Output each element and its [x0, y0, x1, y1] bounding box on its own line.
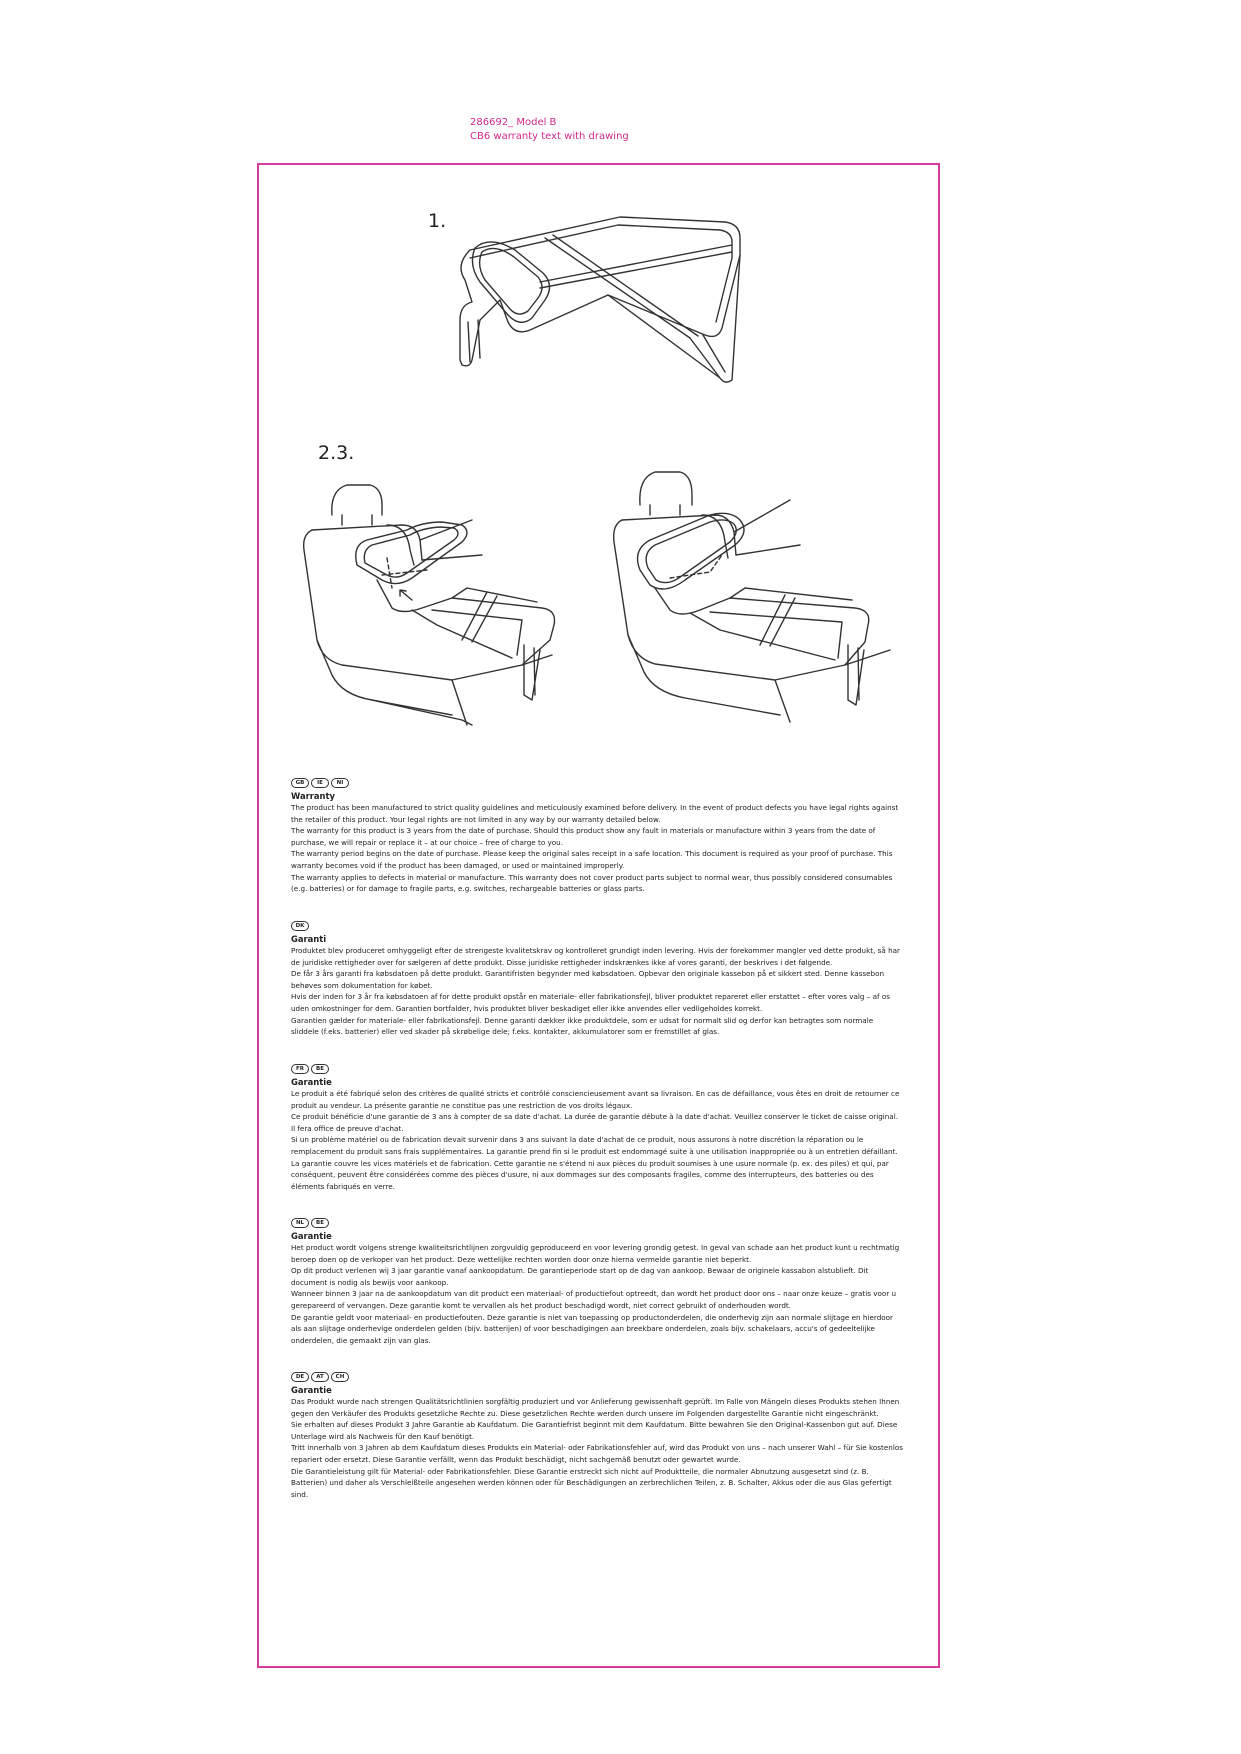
section-paragraph: Wanneer binnen 3 jaar na de aankoopdatum van dit product een materiaal- of productiefout optreedt, dan wordt het product door ons – naar onze keuze – gratis voor u gerepareerd of vervangen. Deze garantie komt te vervallen als het product beschadigd wordt, niet correct gebruikt of onderhouden wordt.: [291, 1289, 897, 1310]
country-badges: [291, 920, 903, 934]
warranty-section-gb: [291, 777, 903, 895]
country-badge-fr: FR: [291, 1064, 309, 1074]
section-paragraph: Garantien gælder for materiale- eller fabrikationsfejl. Denne garanti dækker ikke produktdele, som er udsat for normalt slid og derfor kan betragtes som normale sliddele (f.eks. batterier) eller ved skader på skrøbelige dele; f.eks. kontakter, akkumulatorer som er fremstillet af glas.: [291, 1015, 874, 1037]
step-1-label: 1.: [428, 210, 447, 232]
country-badge-ni: NI: [331, 778, 349, 788]
document-header: [470, 116, 629, 144]
section-paragraph: The warranty applies to defects in material or manufacture. This warranty does not cover product parts subject to normal wear, thus possibly considered consumables (e.g. batteries) or for damage to fragile parts, e.g. switches, rechargeable batteries or glass parts.: [291, 872, 893, 894]
warranty-section-nl: [291, 1217, 903, 1346]
section-paragraph: Ce produit bénéficie d'une garantie de 3 ans à compter de sa date d'achat. La durée de garantie débute à la date d'achat. Veuillez conserver le ticket de caisse original. Il fera office de preuve d'achat.: [291, 1112, 898, 1133]
section-paragraph: Das Produkt wurde nach strengen Qualitätsrichtlinien sorgfältig produziert und vor Anlieferung gewissenhaft geprüft. Im Falle von Mängeln dieses Produkts stehen Ihnen gegen den Verkäufer des Produkts gesetzliche Rechte zu. Diese gesetzlichen Rechte werden durch unsere im Folgenden dargestellte Garantie nicht eingeschränkt.: [291, 1397, 900, 1418]
country-badge-nl: NL: [291, 1218, 309, 1228]
section-paragraph: Die Garantieleistung gilt für Material- oder Fabrikationsfehler. Diese Garantie erstreckt sich nicht auf Produktteile, die normaler Abnutzung ausgesetzt sind (z. B. Batterien) und daher als Verschleißteile angesehen werden können oder für Beschädigungen an zerbrechlichen Teilen, z. B. Schalter, Akkus oder die aus Glas gefertigt sind.: [291, 1466, 892, 1499]
section-paragraph: Hvis der inden for 3 år fra købsdatoen af for dette produkt opstår en materiale- eller fabrikationsfejl, bliver produktet repareret eller erstattet – efter vores valg – af os uden omkostninger for dem. Garantien bortfalder, hvis produktet bliver beskadiget eller ikke anvendes eller vedligeholdes korrekt.: [291, 992, 891, 1013]
country-badge-ch: CH: [331, 1372, 349, 1382]
country-badge-be: BE: [311, 1064, 329, 1074]
section-title: Garantie: [291, 1385, 332, 1395]
step-23-label: 2.3.: [318, 442, 355, 464]
country-badges: [291, 1063, 903, 1077]
seat-protector-drawing: [420, 210, 750, 385]
section-paragraph: De garantie geldt voor materiaal- en productiefouten. Deze garantie is niet van toepassing op productonderdelen, die onderhevig zijn aan normale slijtage en hierdoor als aan slijtage onderhevige onderdelen gelden (bijv. batterijen) of voor beschadigingen aan breekbare onderdelen, zoals bijv. schakelaars, accu's of gedeeltelijke onderdelen, die gemaakt zijn van glas.: [291, 1312, 894, 1345]
country-badge-gb: GB: [291, 778, 309, 788]
header-description-line: CB6 warranty text with drawing: [470, 131, 629, 142]
section-paragraph: Produktet blev produceret omhyggeligt efter de strengeste kvalitetskrav og kontrolleret grundigt inden levering. Hvis der forekommer mangler ved dette produkt, så har de juridiske rettigheder over for sælgeren af dette produkt. Disse juridiske rettigheder indskrænkes ikke af vores garanti, der beskrives i det følgende.: [291, 946, 901, 967]
country-badge-de: DE: [291, 1372, 309, 1382]
section-paragraph: The warranty for this product is 3 years from the date of purchase. Should this product show any fault in materials or manufacture within 3 years from the date of purchase, we will repair or replace it – at our choice – free of charge to you.: [291, 826, 876, 847]
country-badges: [291, 777, 903, 791]
section-title: Garantie: [291, 1231, 332, 1241]
section-paragraph: Sie erhalten auf dieses Produkt 3 Jahre Garantie ab Kaufdatum. Die Garantiefrist beginnt mit dem Kaufdatum. Bitte bewahren Sie den Original-Kassenbon gut auf. Diese Unterlage wird als Nachweis für den Kauf benötigt.: [291, 1420, 898, 1441]
section-paragraph: Le produit a été fabriqué selon des critères de qualité stricts et contrôlé consciencieusement avant sa livraison. En cas de défaillance, vous êtes en droit de retourner ce produit au vendeur. La présente garantie ne constitue pas une restriction de vos droits légaux.: [291, 1089, 900, 1110]
country-badge-dk: DK: [291, 921, 309, 931]
section-paragraph: De får 3 års garanti fra købsdatoen på dette produkt. Garantifristen begynder med købsdatoen. Opbevar den originale kassebon på et sikkert sted. Denne kassebon behøves som dokumentation for købet.: [291, 969, 885, 990]
section-paragraph: Het product wordt volgens strenge kwaliteitsrichtlijnen zorgvuldig geproduceerd en voor levering grondig getest. In geval van schade aan het product kunt u rechtmatig beroep doen op de verkoper van het product. Deze wettelijke rechten worden door onze hierna vermelde garantie niet beperkt.: [291, 1243, 900, 1264]
warranty-section-dk: [291, 920, 903, 1038]
country-badge-ie: IE: [311, 778, 329, 788]
car-seat-installation-left: [292, 480, 592, 730]
header-model-line: 286692_ Model B: [470, 117, 557, 128]
country-badges: [291, 1371, 903, 1385]
section-paragraph: Op dit product verlenen wij 3 jaar garantie vanaf aankoopdatum. De garantieperiode start op de dag van aankoop. Bewaar de originele kassabon alstublieft. Dit document is nodig als bewijs voor aankoop.: [291, 1266, 869, 1287]
warranty-section-de: [291, 1371, 903, 1500]
section-title: Warranty: [291, 791, 335, 801]
section-title: Garanti: [291, 934, 327, 944]
country-badges: [291, 1217, 903, 1231]
section-title: Garantie: [291, 1077, 332, 1087]
section-paragraph: The product has been manufactured to strict quality guidelines and meticulously examined before delivery. In the event of product defects you have legal rights against the retailer of this product. Your legal rights are not limited in any way by our warranty detailed below.: [291, 803, 899, 824]
section-paragraph: The warranty period begins on the date of purchase. Please keep the original sales receipt in a safe location. This document is required as your proof of purchase. This warranty becomes void if the product has been damaged, or used or maintained improperly.: [291, 849, 893, 870]
country-badge-be: BE: [311, 1218, 329, 1228]
warranty-section-fr: [291, 1063, 903, 1192]
car-seat-installation-right: [610, 460, 910, 730]
section-paragraph: La garantie couvre les vices matériels et de fabrication. Cette garantie ne s'étend ni aux pièces du produit soumises à une usure normale (p. ex. des piles) et qui, par conséquent, peuvent être considérées comme des pièces d'usure, ni aux dommages sur des composants fragiles, comme des interrupteurs, des batteries ou des éléments fabriqués en verre.: [291, 1158, 889, 1191]
country-badge-at: AT: [311, 1372, 329, 1382]
section-paragraph: Si un problème matériel ou de fabrication devait survenir dans 3 ans suivant la date d'achat de ce produit, nous assurons à notre discrétion la réparation ou le remplacement du produit sans frais supplémentaires. La garantie prend fin si le produit est endommagé suite à une utilisation inappropriée ou à un entretien défaillant.: [291, 1135, 898, 1156]
section-paragraph: Tritt innerhalb von 3 Jahren ab dem Kaufdatum dieses Produkts ein Material- oder Fabrikationsfehler auf, wird das Produkt von uns – nach unserer Wahl – für Sie kostenlos repariert oder ersetzt. Diese Garantie verfällt, wenn das Produkt beschädigt, nicht sachgemäß benutzt oder gewartet wurde.: [291, 1443, 903, 1464]
